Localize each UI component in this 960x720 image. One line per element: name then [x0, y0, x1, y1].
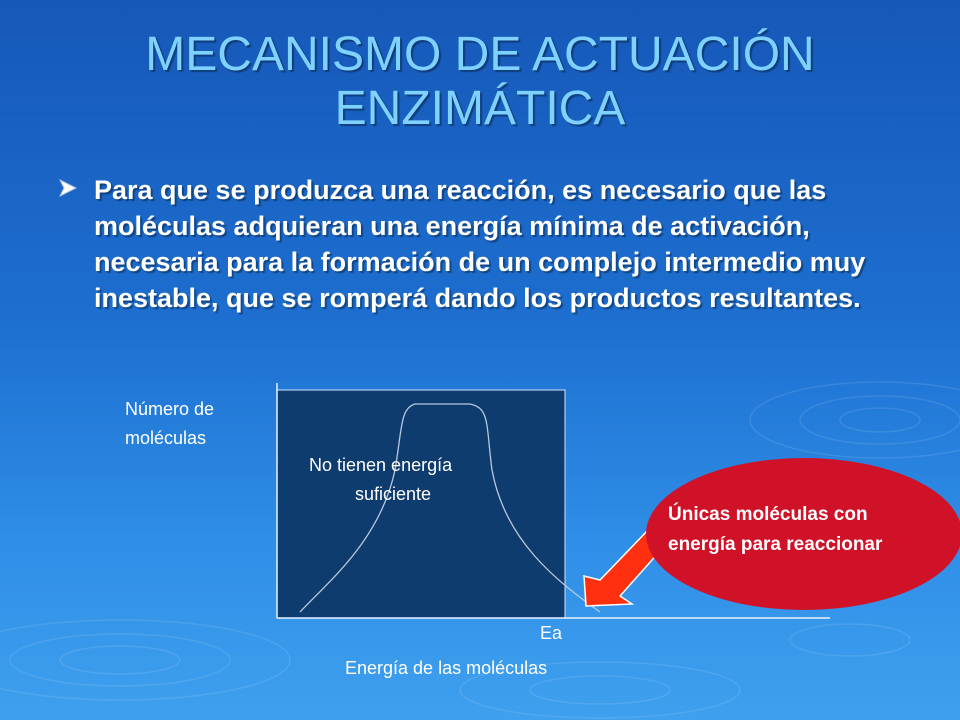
threshold-label: Ea	[540, 623, 563, 643]
slide-title: MECANISMO DE ACTUACIÓN ENZIMÁTICA	[145, 28, 815, 135]
callout-line1: Únicas moléculas con	[668, 504, 868, 525]
y-axis-label-line1: Número de	[125, 399, 215, 419]
callout-line2: energía para reaccionar	[668, 534, 883, 555]
bullet-text: Para que se produzca una reacción, es necesario que las moléculas adquieran una energía mínima de activación, necesaria para la formación de un complejo intermedio muy inestable, que se romperá dando los productos resultantes.	[94, 175, 866, 313]
y-axis-label-line2: moléculas	[125, 428, 207, 448]
region-label-line1: No tienen energía	[309, 455, 453, 475]
callout-text	[668, 500, 948, 560]
region-label-line2: suficiente	[355, 484, 432, 504]
x-axis-label: Energía de las moléculas	[345, 658, 548, 678]
